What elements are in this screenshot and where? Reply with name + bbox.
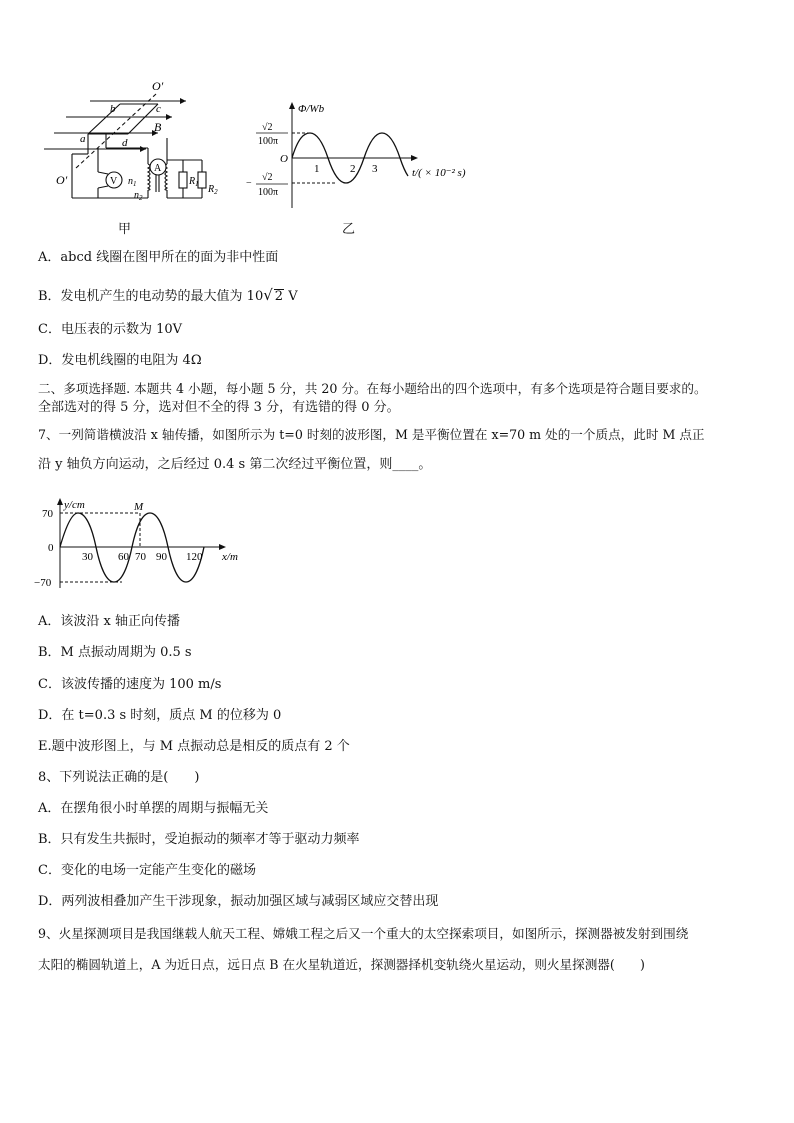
q6-option-b-text: B．发电机产生的电动势的最大值为 10	[38, 289, 264, 304]
y-pos-denominator: 100π	[258, 136, 279, 147]
ammeter-label: A	[154, 163, 162, 174]
wave-x-tick-120: 120	[186, 551, 203, 563]
y-neg-numerator: √2	[262, 172, 273, 183]
q8-stem: 8、下列说法正确的是( )	[38, 770, 200, 785]
origin-label: O	[280, 153, 288, 165]
q7-option-e: E.题中波形图上，与 M 点振动总是相反的质点有 2 个	[38, 739, 350, 754]
wave-x-axis-label: x/m	[222, 551, 238, 563]
q6-option-b: B．发电机产生的电动势的最大值为 10√ 2 V	[38, 286, 298, 304]
section2-line2: 全部选对的得 5 分，选对但不全的得 3 分，有选错的得 0 分。	[38, 400, 400, 415]
q9-stem-line2: 太阳的椭圆轨道上，A 为近日点，远日点 B 在火星轨道近，探测器择机变轨绕火星运动，则火星探测器( )	[38, 957, 645, 972]
q7-option-b: B．M 点振动周期为 0.5 s	[38, 645, 192, 660]
q6-option-d: D．发电机线圈的电阻为 4Ω	[38, 353, 202, 368]
label-b: b	[110, 103, 116, 115]
y-axis-label: Φ/Wb	[298, 103, 325, 115]
y-neg-denominator: 100π	[258, 187, 279, 198]
label-c: c	[156, 103, 161, 115]
q8-option-a: A．在摆角很小时单摆的周期与振幅无关	[38, 801, 269, 816]
wave-x-tick-60: 60	[118, 551, 129, 563]
wave-x-tick-30: 30	[82, 551, 93, 563]
label-o-prime-bottom: O′	[56, 173, 68, 187]
q7-option-d: D．在 t=0.3 s 时刻，质点 M 的位移为 0	[38, 708, 282, 723]
figure-yi-caption: 乙	[342, 222, 356, 237]
figure-wave-graph	[34, 496, 254, 590]
q9-stem-line1: 9、火星探测项目是我国继载人航天工程、嫦娥工程之后又一个重大的太空探索项目，如图所示，探测器被发射到围绕	[38, 926, 689, 941]
q6-option-b-radicand: 2	[274, 289, 284, 304]
x-tick-3: 3	[372, 163, 378, 175]
x-tick-1: 1	[314, 163, 320, 175]
q7-stem-line1: 7、一列简谐横波沿 x 轴传播，如图所示为 t=0 时刻的波形图，M 是平衡位置在 x=70 m 处的一个质点，此时 M 点正	[38, 427, 705, 442]
label-n2: $n_2$	[134, 190, 143, 202]
wave-y-axis-label: y/cm	[64, 499, 85, 511]
wave-y-zero: 0	[48, 542, 54, 554]
label-n1: $n_1$	[128, 176, 137, 188]
q8-option-b: B．只有发生共振时，受迫振动的频率才等于驱动力频率	[38, 832, 360, 847]
wave-x-tick-70: 70	[135, 551, 146, 563]
label-d: d	[122, 137, 128, 149]
q7-option-a: A．该波沿 x 轴正向传播	[38, 614, 180, 629]
q6-option-a: A．abcd 线圈在图甲所在的面为非中性面	[38, 250, 279, 265]
label-b-field: B	[154, 120, 162, 134]
q8-option-d: D．两列波相叠加产生干涉现象，振动加强区域与减弱区域应交替出现	[38, 894, 439, 909]
q6-option-b-unit: V	[284, 289, 298, 304]
wave-y-bottom: −70	[34, 577, 52, 589]
wave-point-m: M	[134, 501, 144, 513]
figure-jia-caption: 甲	[118, 222, 132, 237]
y-pos-numerator: √2	[262, 122, 273, 133]
wave-y-top: 70	[42, 508, 53, 520]
label-r1: $R_1$	[189, 176, 199, 188]
x-axis-label: t/( × 10⁻² s)	[412, 167, 466, 179]
wave-x-tick-90: 90	[156, 551, 167, 563]
flux-sine-graph	[246, 100, 486, 210]
q8-option-c: C．变化的电场一定能产生变化的磁场	[38, 863, 256, 878]
wave-sine-graph	[34, 496, 254, 590]
label-a: a	[80, 133, 86, 145]
label-o-prime-top: O′	[152, 79, 164, 93]
q6-option-c: C．电压表的示数为 10V	[38, 322, 183, 337]
q7-stem-line2: 沿 y 轴负方向运动，之后经过 0.4 s 第二次经过平衡位置，则____。	[38, 457, 432, 472]
figure-flux-graph	[246, 100, 486, 210]
label-r2: $R_2$	[208, 184, 218, 196]
voltmeter-label: V	[110, 176, 118, 187]
section2-line1: 二、多项选择题. 本题共 4 小题，每小题 5 分，共 20 分。在每小题给出的四个选项中，有多个选项是符合题目要求的。	[38, 381, 707, 396]
q7-option-c: C．该波传播的速度为 100 m/s	[38, 677, 222, 692]
x-tick-2: 2	[350, 163, 356, 175]
figure-generator-circuit	[36, 76, 236, 236]
generator-circuit-diagram	[36, 76, 236, 236]
y-neg-sign: −	[246, 178, 252, 189]
